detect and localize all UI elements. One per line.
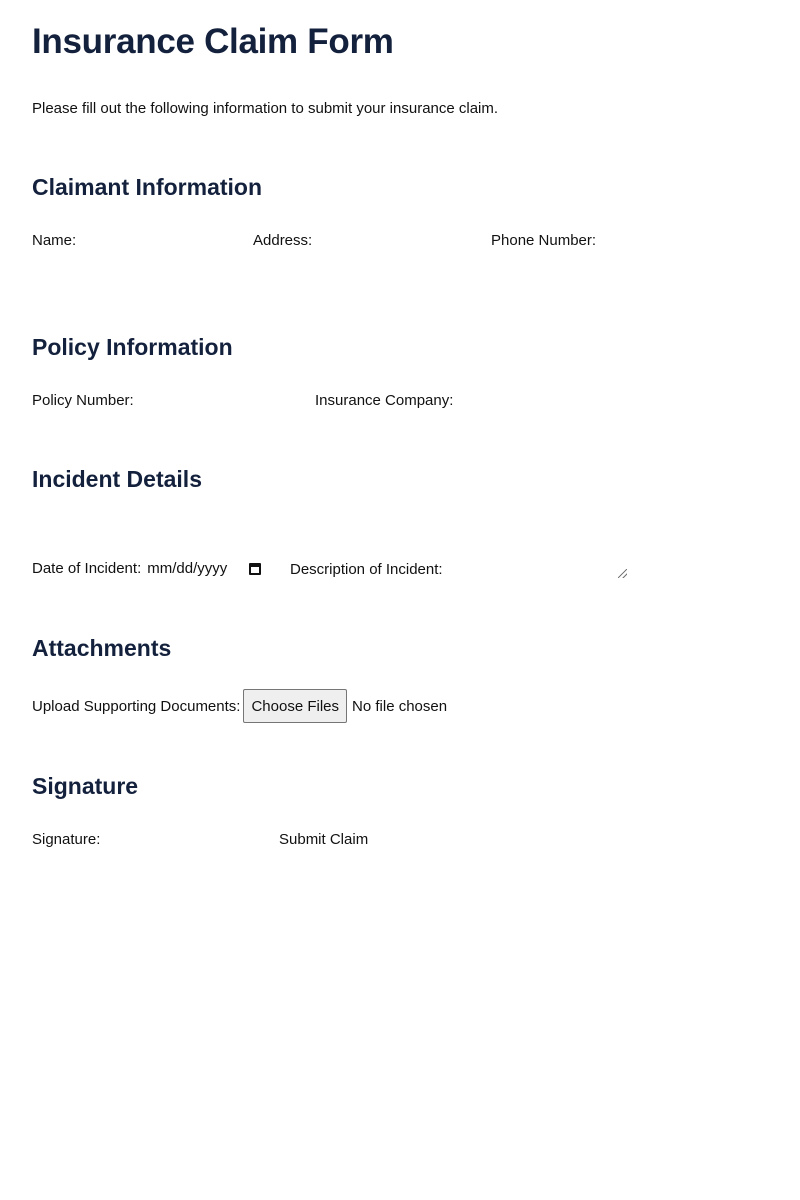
no-file-chosen-text: No file chosen: [352, 697, 448, 715]
incident-section-heading: Incident Details: [32, 466, 202, 492]
insurance-company-input[interactable]: [459, 392, 619, 409]
form-intro: Please fill out the following information to submit your insurance claim.: [32, 100, 499, 117]
signature-row: [32, 831, 768, 855]
insurance-company-label: Insurance Company:: [315, 392, 454, 409]
address-input[interactable]: [318, 232, 478, 249]
name-input[interactable]: [82, 232, 222, 249]
incident-date-input[interactable]: [147, 560, 261, 577]
incident-description-field-group: [290, 560, 627, 578]
insurance-company-field-group: [315, 392, 619, 409]
signature-input[interactable]: [106, 831, 266, 848]
address-label: Address:: [253, 232, 313, 249]
claimant-fields-row: [32, 232, 768, 256]
policy-number-field-group: [32, 392, 300, 409]
incident-description-textarea[interactable]: [449, 560, 627, 578]
resize-grip-icon[interactable]: [618, 569, 627, 578]
signature-label: Signature:: [32, 831, 101, 848]
policy-section-heading: Policy Information: [32, 334, 233, 360]
name-field-group: [32, 232, 222, 249]
phone-field-group: [491, 232, 762, 249]
incident-description-label: Description of Incident:: [290, 560, 443, 578]
upload-field-group: [32, 689, 447, 723]
name-label: Name:: [32, 232, 77, 249]
attachments-row: [32, 689, 768, 723]
policy-fields-row: [32, 392, 768, 416]
incident-date-field-group: [32, 560, 261, 577]
date-placeholder: mm/dd/yyyy: [147, 560, 228, 577]
incident-date-label: Date of Incident:: [32, 560, 142, 577]
claimant-section-heading: Claimant Information: [32, 174, 263, 200]
phone-input[interactable]: [602, 232, 762, 249]
policy-number-input[interactable]: [140, 392, 300, 409]
phone-label: Phone Number:: [491, 232, 597, 249]
address-field-group: [253, 232, 478, 249]
policy-number-label: Policy Number:: [32, 392, 134, 409]
signature-section-heading: Signature: [32, 773, 139, 799]
page-title: Insurance Claim Form: [32, 22, 394, 61]
choose-files-button[interactable]: Choose Files: [243, 689, 347, 723]
calendar-icon[interactable]: [249, 563, 261, 575]
incident-fields-row: [32, 560, 768, 584]
submit-claim-button[interactable]: Submit Claim: [279, 831, 369, 848]
signature-field-group: [32, 831, 266, 848]
attachments-section-heading: Attachments: [32, 635, 172, 661]
upload-label: Upload Supporting Documents:: [32, 697, 241, 715]
